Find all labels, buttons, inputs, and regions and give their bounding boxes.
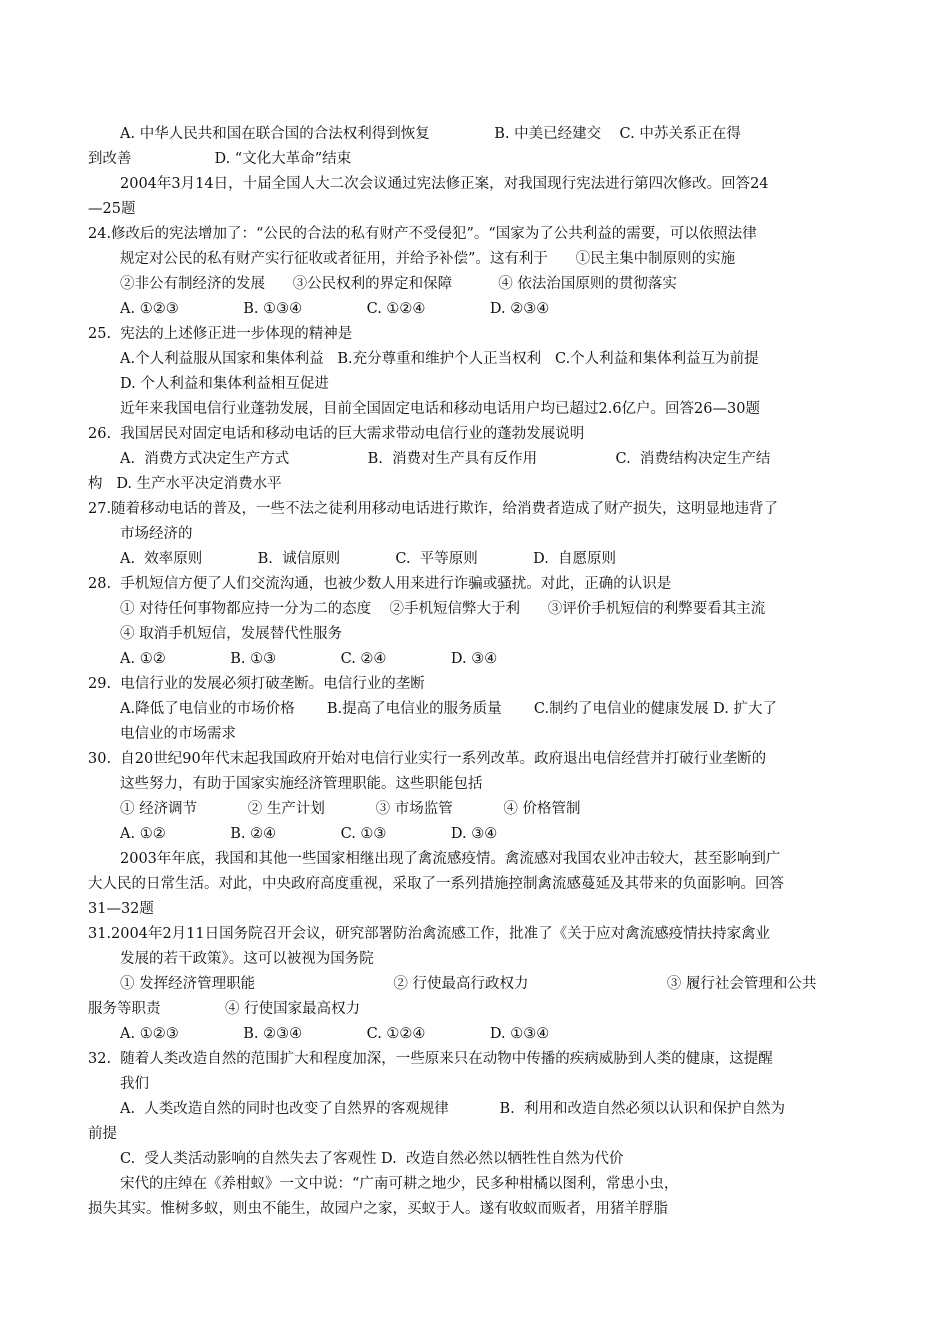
question-25: 25. 宪法的上述修正进一步体现的精神是: [88, 326, 353, 342]
answer-options: A. 效率原则 B. 诚信原则 C. 平等原则 D. 自愿原则: [120, 551, 617, 567]
text-line: 服务等职责 ④ 行使国家最高权力: [88, 1001, 361, 1017]
answer-options: A.个人利益服从国家和集体利益 B.充分尊重和维护个人正当权利 C.个人利益和集体利益互为前提: [120, 351, 759, 367]
text-line: 市场经济的: [120, 526, 193, 542]
text-line: 到改善 D. “文化大革命”结束: [88, 151, 352, 167]
answer-options: A. ①② B. ①③ C. ②④ D. ③④: [120, 651, 498, 667]
question-27: 27.随着移动电话的普及，一些不法之徒利用移动电话进行欺诈，给消费者造成了财产损失，这明显地违背了: [88, 501, 779, 517]
answer-options: A. 消费方式决定生产方式 B. 消费对生产具有反作用 C. 消费结构决定生产结: [120, 451, 771, 467]
answer-options: C. 受人类活动影响的自然失去了客观性 D. 改造自然必然以牺牲性自然为代价: [120, 1151, 624, 1167]
answer-options: A. ①②③ B. ②③④ C. ①②④ D. ①③④: [120, 1026, 550, 1042]
text-line: 近年来我国电信行业蓬勃发展，目前全国固定电话和移动电话用户均已超过2.6亿户。回答26—30题: [120, 401, 760, 417]
text-line: 2003年年底，我国和其他一些国家相继出现了禽流感疫情。禽流感对我国农业冲击较大，甚至影响到广: [120, 851, 781, 867]
answer-options: 前提: [88, 1126, 117, 1142]
question-24: 24.修改后的宪法增加了：“公民的合法的私有财产不受侵犯”。“国家为了公共利益的需要，可以依照法律: [88, 226, 757, 242]
text-line: ① 发挥经济管理职能 ② 行使最高行政权力 ③ 履行社会管理和公共: [120, 976, 817, 992]
answer-options: 构 D. 生产水平决定消费水平: [88, 476, 282, 492]
text-line: 规定对公民的私有财产实行征收或者征用，并给予补偿”。这有利于 ①民主集中制原则的实施: [120, 251, 736, 267]
text-line: 31—32题: [88, 901, 154, 917]
answer-options: D. 个人利益和集体利益相互促进: [120, 376, 329, 392]
question-31: 31.2004年2月11日国务院召开会议，研究部署防治禽流感工作，批准了《关于应对禽流感疫情扶持家禽业: [88, 926, 771, 942]
question-26: 26. 我国居民对固定电话和移动电话的巨大需求带动电信行业的蓬勃发展说明: [88, 426, 585, 442]
text-line: ②非公有制经济的发展 ③公民权利的界定和保障 ④ 依法治国原则的贯彻落实: [120, 276, 677, 292]
text-line: —25题: [88, 201, 136, 217]
question-32: 32. 随着人类改造自然的范围扩大和程度加深，一些原来只在动物中传播的疾病威胁到人类的健康，这提醒: [88, 1051, 773, 1067]
text-line: ① 对待任何事物都应持一分为二的态度 ②手机短信弊大于利 ③评价手机短信的利弊要看其主流: [120, 601, 766, 617]
text-line: 宋代的庄绰在《养柑蚁》一文中说：“广南可耕之地少，民多种柑橘以图利，常患小虫，: [120, 1176, 679, 1192]
question-30: 30. 自20世纪90年代末起我国政府开始对电信行业实行一系列改革。政府退出电信经营并打破行业垄断的: [88, 751, 767, 767]
question-28: 28. 手机短信方便了人们交流沟通，也被少数人用来进行诈骗或骚扰。对此，正确的认识是: [88, 576, 672, 592]
text-line: 我们: [120, 1076, 149, 1092]
answer-options: A. 人类改造自然的同时也改变了自然界的客观规律 B. 利用和改造自然必须以认识和保护自然为: [120, 1101, 785, 1117]
answer-options: A. ①② B. ②④ C. ①③ D. ③④: [120, 826, 498, 842]
text-line: ④ 取消手机短信，发展替代性服务: [120, 626, 343, 642]
text-line: ① 经济调节 ② 生产计划 ③ 市场监管 ④ 价格管制: [120, 801, 581, 817]
answer-options: A.降低了电信业的市场价格 B.提高了电信业的服务质量 C.制约了电信业的健康发展 D. 扩大了: [120, 701, 777, 717]
answer-options: A. ①②③ B. ①③④ C. ①②④ D. ②③④: [120, 301, 550, 317]
question-29: 29. 电信行业的发展必须打破垄断。电信行业的垄断: [88, 676, 425, 692]
text-line: 大人民的日常生活。对此，中央政府高度重视，采取了一系列措施控制禽流感蔓延及其带来的负面影响。回答: [88, 876, 784, 892]
text-line: 2004年3月14日，十届全国人大二次会议通过宪法修正案，对我国现行宪法进行第四次修改。回答24: [120, 176, 769, 192]
text-line: 损失其实。惟树多蚁，则虫不能生，故园户之家，买蚁于人。遂有收蚁而贩者，用猪羊脬脂: [88, 1201, 668, 1217]
text-line: 发展的若干政策》。这可以被视为国务院: [120, 951, 374, 967]
text-line: 电信业的市场需求: [120, 726, 236, 742]
text-line: 这些努力，有助于国家实施经济管理职能。这些职能包括: [120, 776, 483, 792]
text-line: A. 中华人民共和国在联合国的合法权利得到恢复 B. 中美已经建交 C. 中苏关系正在得: [120, 126, 741, 142]
